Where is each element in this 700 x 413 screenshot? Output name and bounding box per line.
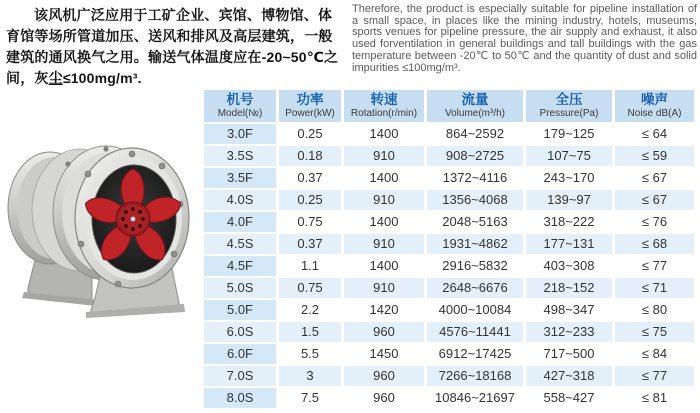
table-cell: 7266~18168 — [427, 366, 523, 386]
table-cell: 1420 — [344, 300, 424, 320]
table-cell: 243~170 — [526, 168, 612, 188]
table-cell: 1.1 — [279, 256, 341, 276]
table-row — [204, 190, 694, 210]
table-cell: 3.5S — [204, 146, 276, 166]
table-cell: ≤ 77 — [615, 366, 694, 386]
table-row — [204, 388, 694, 408]
intro-cn-tail-text: ≤100mg/m³. — [62, 70, 142, 86]
table-cell: 498~347 — [526, 300, 612, 320]
table-cell: 558~427 — [526, 388, 612, 408]
table-cell: 0.75 — [279, 278, 341, 298]
table-cell: 3.0F — [204, 124, 276, 144]
table-cell: 8.0S — [204, 388, 276, 408]
table-cell: ≤ 80 — [615, 300, 694, 320]
intro-paragraph-cn — [6, 5, 346, 89]
spec-table-body — [204, 124, 694, 408]
table-cell: 2916~5832 — [427, 256, 523, 276]
table-cell: 7.5 — [279, 388, 341, 408]
table-cell: 177~131 — [526, 234, 612, 254]
table-cell: 908~2725 — [427, 146, 523, 166]
table-cell: 1400 — [344, 212, 424, 232]
table-cell: 1372~4116 — [427, 168, 523, 188]
table-cell: 4.5F — [204, 256, 276, 276]
table-cell: 0.37 — [279, 168, 341, 188]
table-row — [204, 366, 694, 386]
table-cell: ≤ 81 — [615, 388, 694, 408]
table-row — [204, 124, 694, 144]
table-cell: 3.5F — [204, 168, 276, 188]
table-cell: 10846~21697 — [427, 388, 523, 408]
column-header: 机号 Model(№) — [204, 90, 276, 122]
table-cell: 3 — [279, 366, 341, 386]
table-cell: 0.75 — [279, 212, 341, 232]
table-cell: 0.18 — [279, 146, 341, 166]
table-row — [204, 256, 694, 276]
table-cell: 0.37 — [279, 234, 341, 254]
table-cell: 4.0S — [204, 190, 276, 210]
table-cell: 427~318 — [526, 366, 612, 386]
table-cell: 1931~4862 — [427, 234, 523, 254]
intro-cn-underlined-text: 尘 — [48, 70, 63, 86]
column-header: 流量 Volume(m³/h) — [427, 90, 523, 122]
table-cell: ≤ 84 — [615, 344, 694, 364]
table-cell: 2.2 — [279, 300, 341, 320]
table-cell: ≤ 77 — [615, 256, 694, 276]
table-cell: 6.0S — [204, 322, 276, 342]
table-cell: ≤ 71 — [615, 278, 694, 298]
table-cell: 6.0F — [204, 344, 276, 364]
fan-product-image — [6, 116, 190, 320]
table-cell: 139~97 — [526, 190, 612, 210]
table-cell: 403~308 — [526, 256, 612, 276]
table-cell: 910 — [344, 190, 424, 210]
table-cell: ≤ 68 — [615, 234, 694, 254]
table-cell: 960 — [344, 366, 424, 386]
table-cell: 2648~6676 — [427, 278, 523, 298]
table-row — [204, 234, 694, 254]
table-row — [204, 146, 694, 166]
table-cell: 910 — [344, 146, 424, 166]
table-cell: 960 — [344, 388, 424, 408]
table-cell: 4.0F — [204, 212, 276, 232]
table-cell: 318~222 — [526, 212, 612, 232]
table-cell: 1450 — [344, 344, 424, 364]
table-cell: 5.0F — [204, 300, 276, 320]
table-cell: ≤ 59 — [615, 146, 694, 166]
table-cell: ≤ 75 — [615, 322, 694, 342]
table-cell: ≤ 67 — [615, 168, 694, 188]
table-cell: 864~2592 — [427, 124, 523, 144]
table-cell: 107~75 — [526, 146, 612, 166]
table-row — [204, 278, 694, 298]
table-cell: 2048~5163 — [427, 212, 523, 232]
table-row — [204, 344, 694, 364]
table-cell: ≤ 64 — [615, 124, 694, 144]
column-header: 噪声 Noise dB(A) — [615, 90, 694, 122]
table-row — [204, 168, 694, 188]
table-cell: ≤ 67 — [615, 190, 694, 210]
table-cell: 7.0S — [204, 366, 276, 386]
table-cell: 218~152 — [526, 278, 612, 298]
table-cell: 910 — [344, 234, 424, 254]
column-header: 功率 Power(kW) — [279, 90, 341, 122]
table-cell: 1400 — [344, 256, 424, 276]
table-cell: 4.5S — [204, 234, 276, 254]
table-cell: 960 — [344, 322, 424, 342]
table-cell: 179~125 — [526, 124, 612, 144]
table-cell: ≤ 76 — [615, 212, 694, 232]
table-cell: 5.0S — [204, 278, 276, 298]
spec-table — [201, 88, 697, 410]
table-cell: 4576~11441 — [427, 322, 523, 342]
column-header: 转速 Rotation(r/min) — [344, 90, 424, 122]
table-cell: 1400 — [344, 168, 424, 188]
table-cell: 312~233 — [526, 322, 612, 342]
axial-fan-illustration — [6, 116, 190, 320]
table-row — [204, 212, 694, 232]
table-cell: 717~500 — [526, 344, 612, 364]
intro-cn-text: 该风机广泛应用于工矿企业、宾馆、博物馆、体育馆等场所管道加压、送风和排风及高层建筑，一般建筑的通风换气之用。输送气体温度应在-20~50℃之间，灰 — [6, 7, 339, 86]
table-cell: 910 — [344, 278, 424, 298]
table-cell: 0.25 — [279, 190, 341, 210]
table-cell: 4000~10084 — [427, 300, 523, 320]
column-header: 全压 Pressure(Pa) — [526, 90, 612, 122]
intro-paragraph-en: Therefore, the product is especially suitable for pipeline installation of a small space, in places like the mining industry, hotels, museums, sports venues for pipeline pressure, the air supply and exhaust, it also used forventilation in general buildings and tall buildings with the gas temperature between -20℃ to 50℃ and the quantity of dust and solid impurities ≤100mg/m³. — [352, 3, 697, 74]
table-cell: 5.5 — [279, 344, 341, 364]
table-cell: 6912~17425 — [427, 344, 523, 364]
table-row — [204, 322, 694, 342]
table-row — [204, 300, 694, 320]
table-cell: 1.5 — [279, 322, 341, 342]
table-cell: 0.25 — [279, 124, 341, 144]
table-cell: 1356~4068 — [427, 190, 523, 210]
table-cell: 1400 — [344, 124, 424, 144]
spec-table-header-row — [204, 90, 694, 122]
